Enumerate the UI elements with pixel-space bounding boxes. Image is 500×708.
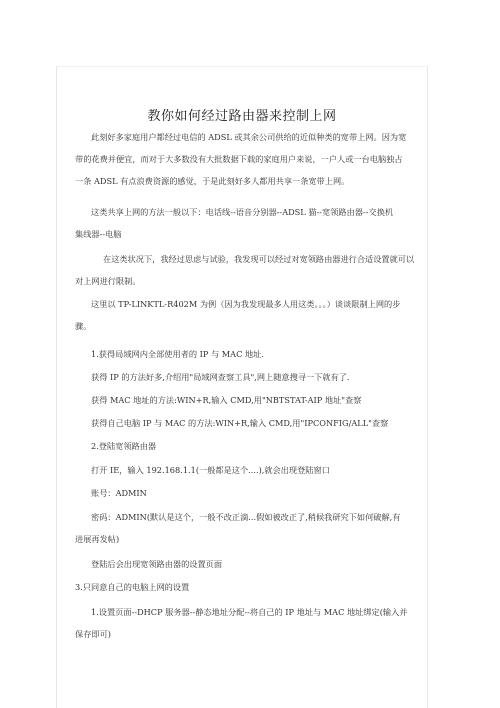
paragraph-line: 这里以 TP-LINKTL-R402M 为例（因为我发现最多人用这类。。。）谈谈限制上网的步 xyxy=(91,299,401,309)
paragraph-line: 此刻好多家庭用户都经过电信的 ADSL 或其余公司供给的近似种类的宽带上网。因为宽 xyxy=(91,132,407,142)
paragraph-line: 打开 IE，输入 192.168.1.1(一般都是这个....),就会出现登陆窗口 xyxy=(91,465,330,475)
paragraph-line: 账号：ADMIN xyxy=(91,488,147,498)
document-title: 教你如何经过路由器来控制上网 xyxy=(147,109,337,124)
paragraph-line: 骤。 xyxy=(75,321,92,331)
paragraph-line: 在这类状况下，我经过思虑与试验，我发现可以经过对宽领路由器进行合适设置就可以 xyxy=(103,254,415,264)
paragraph-line: 2.登陆宽领路由器 xyxy=(91,441,157,451)
paragraph-line: 3.只同意自己的电脑上网的设置 xyxy=(75,582,190,592)
paragraph-line: 密码：ADMIN(默认是这个，一般不改正滴...假如被改正了,稍候我研究下如何破解,有 xyxy=(91,512,401,522)
paragraph-line: 集线器--电脑 xyxy=(75,229,122,239)
paragraph-line: 保存即可) xyxy=(75,629,111,639)
paragraph-line: 获得 MAC 地址的方法:WIN+R,输入 CMD,用"NBTSTAT-AIP 地址"查察 xyxy=(91,395,362,405)
paragraph-line: 1.设置页面--DHCP 服务器--静态地址分配--将自己的 IP 地址与 MAC 地址绑定(输入并 xyxy=(91,607,408,617)
paragraph-line: 一条 ADSL 有点浪费资源的感觉，于是此刻好多人都用共享一条宽带上网。 xyxy=(75,176,350,186)
paragraph-line: 进展再发帖) xyxy=(75,534,120,544)
paragraph-line: 获得 IP 的方法好多,介绍用"局域网查察工具",网上随意搜寻一下就有了. xyxy=(91,372,350,382)
paragraph-line: 带的花费并便宜，而对于大多数没有大批数据下载的家庭用户来说，一户人或一台电脑独占 xyxy=(75,154,403,164)
document-page xyxy=(56,66,428,708)
paragraph-line: 对上网进行限制。 xyxy=(75,276,141,286)
paragraph-line: 这类共享上网的方法一般以下：电话线--语音分别器--ADSL 猫--宽领路由器--交换机 xyxy=(91,207,394,217)
paragraph-line: 登陆后会出现宽领路由器的设置页面 xyxy=(91,559,223,569)
paragraph-line: 获得自己电脑 IP 与 MAC 的方法:WIN+R,输入 CMD,用"IPCONFIG/ALL"查察 xyxy=(91,418,389,428)
paragraph-line: 1.获得局域网内全部使用者的 IP 与 MAC 地址. xyxy=(91,349,264,359)
